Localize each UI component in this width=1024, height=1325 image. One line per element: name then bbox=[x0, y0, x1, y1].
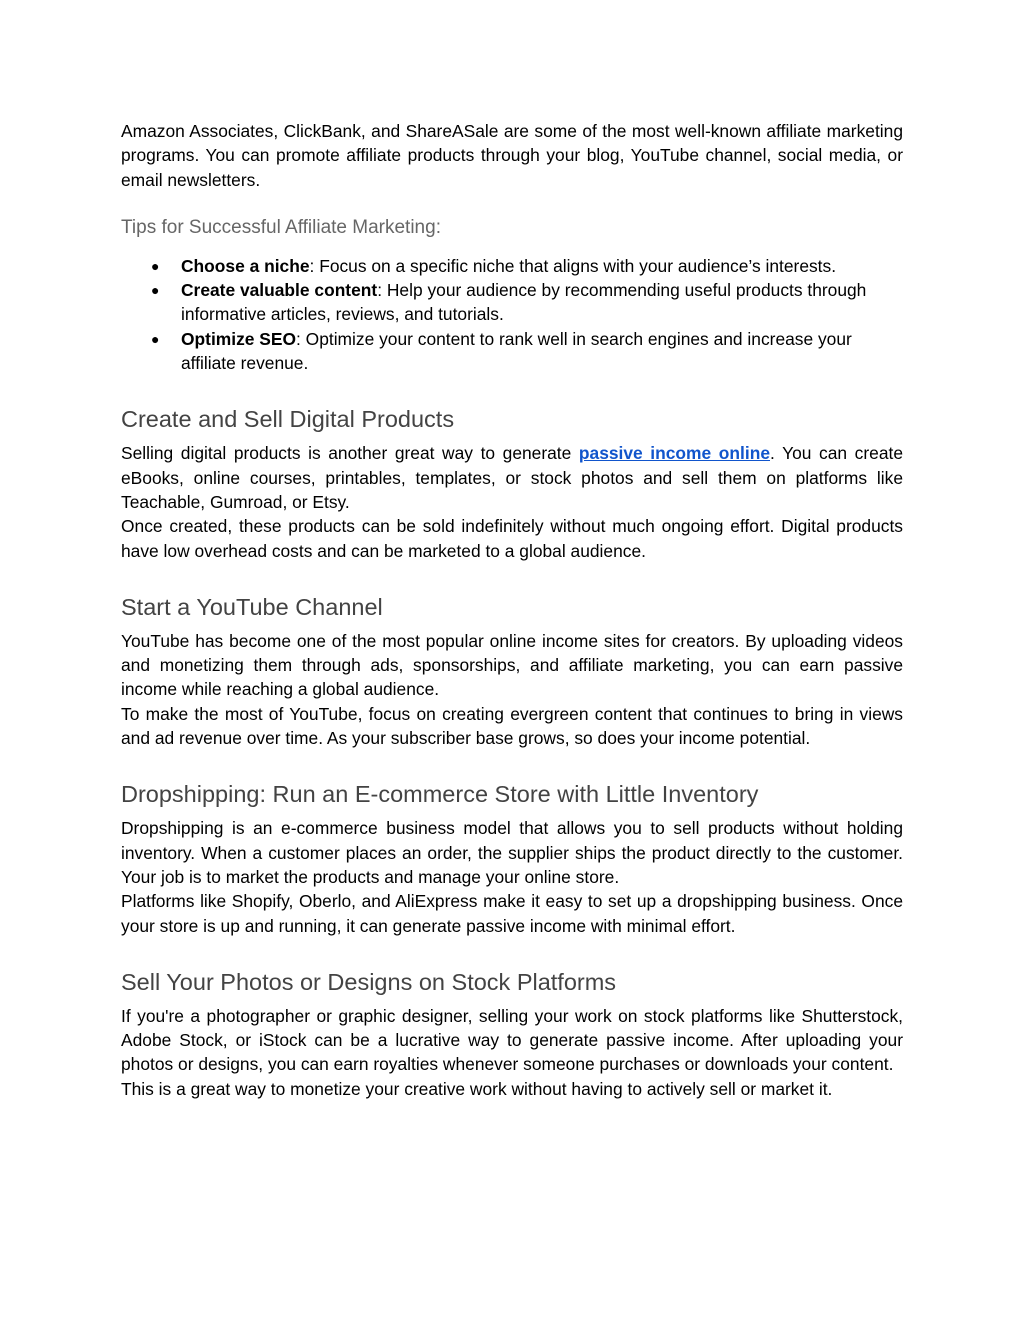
tip-text: : Help your audience by recommending useful products through informative articles, reviews, and tutorials. bbox=[181, 280, 867, 325]
body-paragraph: If you're a photographer or graphic designer, selling your work on stock platforms like Shutterstock, Adobe Stock, or iStock can be a lucrative way to generate passive income. After uploading your photos or designs, you can earn royalties whenever someone purchases or downloads your content. bbox=[121, 1005, 903, 1075]
list-item bbox=[121, 327, 903, 376]
section-digital-products bbox=[121, 405, 903, 562]
tips-heading: Tips for Successful Affiliate Marketing: bbox=[121, 216, 441, 238]
section-body bbox=[121, 816, 903, 937]
section-heading: Create and Sell Digital Products bbox=[121, 406, 455, 433]
body-paragraph: To make the most of YouTube, focus on creating evergreen content that continues to bring in views and ad revenue over time. As your subscriber base grows, so does your income potential. bbox=[121, 703, 903, 749]
body-paragraph: Once created, these products can be sold indefinitely without much ongoing effort. Digital products have low overhead costs and can be marketed to a global audience. bbox=[121, 516, 903, 561]
section-body bbox=[121, 441, 903, 562]
body-paragraph: Dropshipping is an e-commerce business model that allows you to sell products without holding inventory. When a customer places an order, the supplier ships the product directly to the customer. Your job is to market the products and manage your online store. bbox=[121, 818, 903, 887]
body-paragraph bbox=[121, 441, 903, 514]
list-item bbox=[121, 254, 903, 278]
body-text: . You can create eBooks, online courses, printables, templates, or stock photos and sell them on platforms like Teachable, Gumroad, or Etsy. bbox=[121, 443, 904, 512]
tip-term: Optimize SEO bbox=[181, 328, 296, 349]
tip-text: : Optimize your content to rank well in search engines and increase your affiliate revenue. bbox=[181, 328, 852, 374]
body-paragraph: This is a great way to monetize your creative work without having to actively sell or market it. bbox=[121, 1078, 833, 1099]
list-item bbox=[121, 278, 903, 327]
section-body bbox=[121, 629, 903, 750]
body-paragraph: Platforms like Shopify, Oberlo, and AliExpress make it easy to set up a dropshipping business. Once your store is up and running, it can generate passive income with minimal effort. bbox=[121, 891, 903, 936]
document-page bbox=[121, 119, 903, 1101]
tip-text: : Focus on a specific niche that aligns with your audience’s interests. bbox=[309, 255, 837, 276]
tip-term: Create valuable content bbox=[181, 280, 378, 301]
bullet-icon: ● bbox=[151, 330, 160, 347]
body-text: Selling digital products is another great way to generate bbox=[121, 443, 579, 464]
section-heading: Dropshipping: Run an E-commerce Store with Little Inventory bbox=[121, 781, 759, 808]
intro-paragraph: Amazon Associates, ClickBank, and ShareASale are some of the most well-known affiliate marketing programs. You can promote affiliate products through your blog, YouTube channel, social media, or email newsletters. bbox=[121, 121, 903, 190]
bullet-icon: ● bbox=[151, 257, 160, 274]
tips-list bbox=[121, 254, 903, 375]
section-dropshipping bbox=[121, 780, 903, 937]
body-paragraph: YouTube has become one of the most popular online income sites for creators. By uploading videos and monetizing them through ads, sponsorships, and affiliate marketing, you can earn passive income while reaching a global audience. bbox=[121, 630, 903, 700]
section-stock-platforms bbox=[121, 968, 903, 1101]
section-body bbox=[121, 1004, 903, 1101]
bullet-icon: ● bbox=[151, 282, 160, 299]
section-youtube bbox=[121, 593, 903, 750]
tip-term: Choose a niche bbox=[181, 255, 310, 276]
passive-income-link[interactable]: passive income online bbox=[578, 443, 770, 464]
section-heading: Start a YouTube Channel bbox=[121, 593, 383, 620]
section-heading: Sell Your Photos or Designs on Stock Platforms bbox=[121, 968, 617, 995]
